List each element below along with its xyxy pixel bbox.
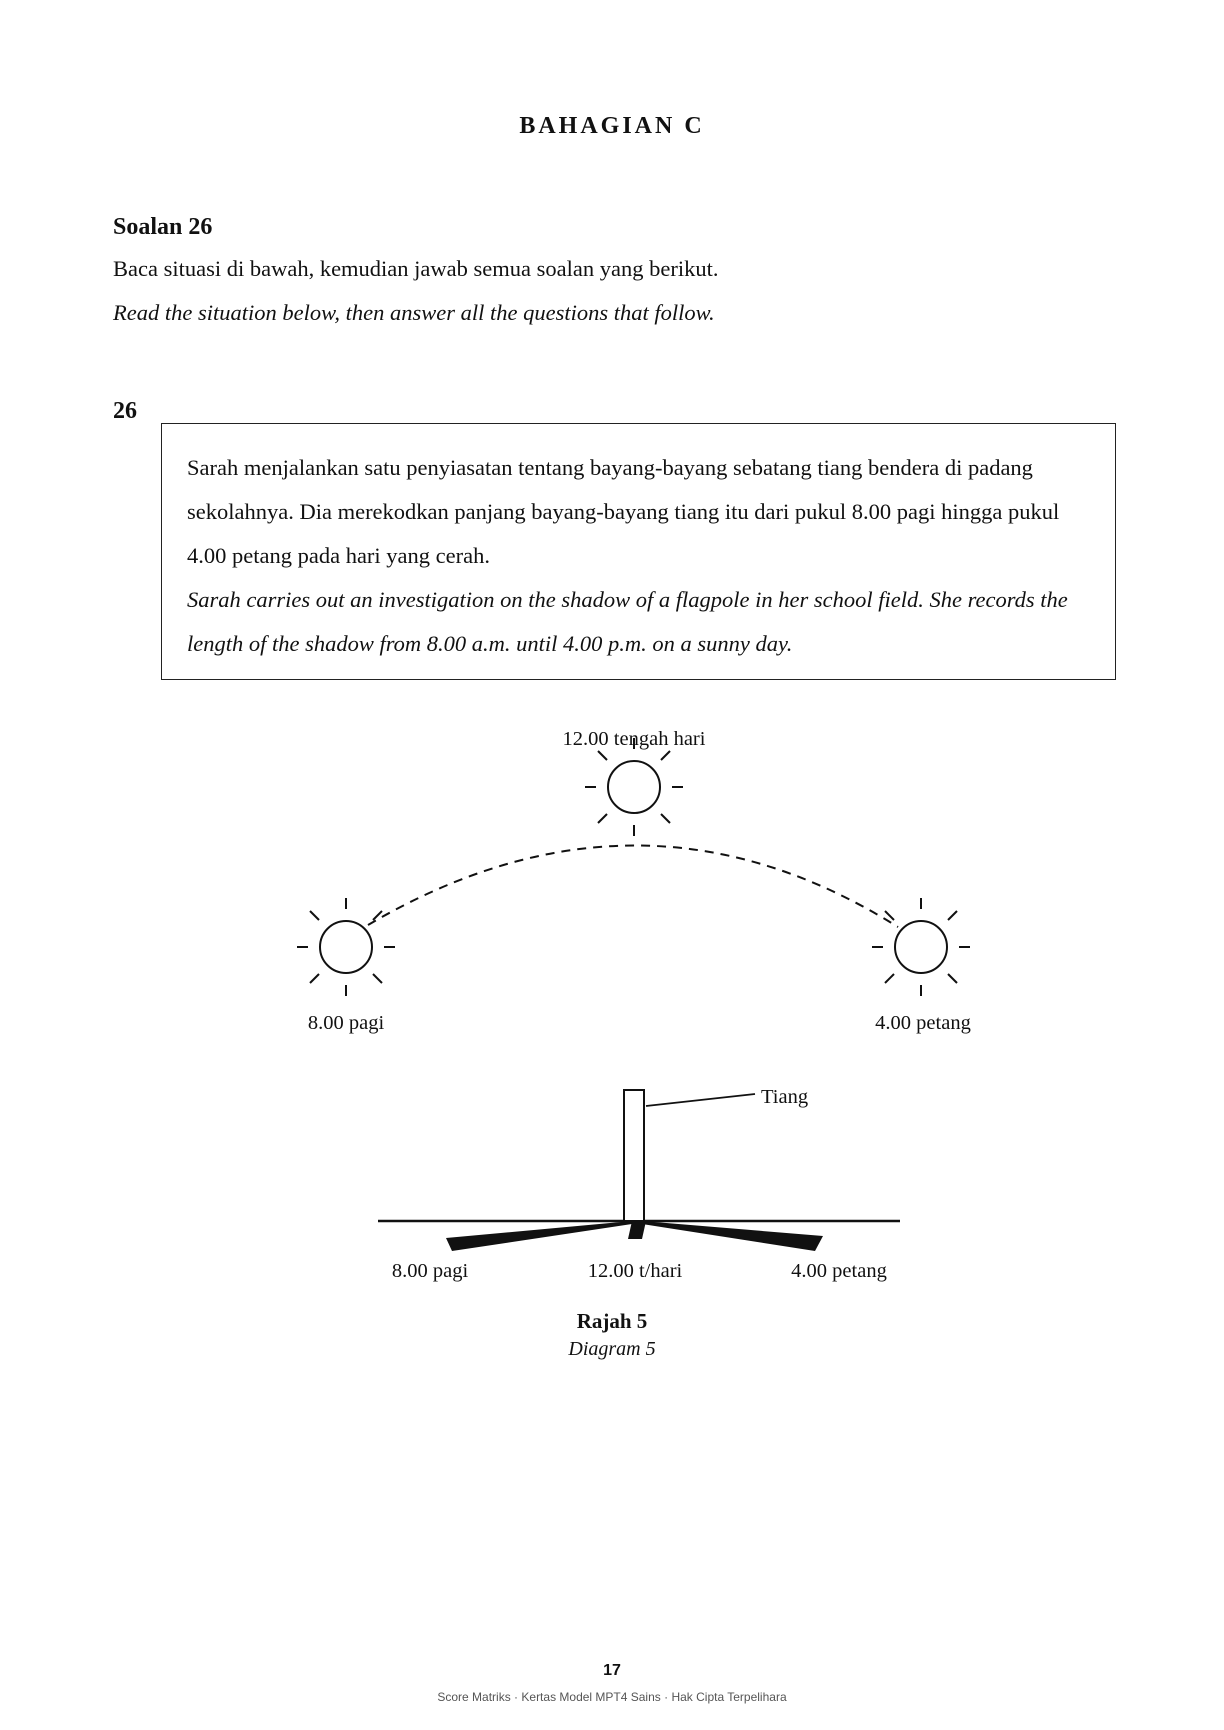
diagram-caption-malay: Rajah 5 [576,1309,648,1333]
sun-path-arc [368,845,898,927]
sun-noon-icon [585,738,683,836]
question-number: 26 [113,398,137,424]
label-pole: Tiang [761,1086,809,1108]
section-title: BAHAGIAN C [519,113,705,139]
situation-text-english: Sarah carries out an investigation on the shadow of a flagpole in her school field. She records the length of the shadow from 8.00 a.m. until 4.00 p.m. on a sunny day. [187,587,1068,656]
label-sun-noon: 12.00 tengah hari [562,728,706,750]
instruction-english: Read the situation below, then answer all the questions that follow. [113,300,715,325]
question-title: Soalan 26 [113,214,213,240]
shadow-morning [446,1221,632,1251]
instruction-malay: Baca situasi di bawah, kemudian jawab semua soalan yang berikut. [113,256,719,281]
flagpole-pointer-line [646,1094,755,1106]
footer-text: Score Matriks · Kertas Model MPT4 Sains · Hak Cipta Terpelihara [437,1690,787,1704]
label-shadow-noon: 12.00 t/hari [587,1260,683,1282]
shadow-evening [642,1221,823,1251]
label-sun-morning: 8.00 pagi [307,1012,385,1034]
label-sun-evening: 4.00 petang [875,1012,971,1034]
diagram-caption-english: Diagram 5 [568,1338,656,1360]
label-shadow-morning: 8.00 pagi [391,1260,469,1282]
label-shadow-evening: 4.00 petang [791,1260,887,1282]
page-number: 17 [603,1662,621,1679]
sun-morning-icon [297,898,395,996]
sun-evening-icon [872,898,970,996]
situation-text-malay: Sarah menjalankan satu penyiasatan tentang bayang-bayang sebatang tiang bendera di padang sekolahnya. Dia merekodkan panjang bayang-bayang tiang itu dari pukul 8.00 pagi hingga pukul 4.00 petang pada hari yang cerah. [187,455,1060,568]
flagpole [624,1090,644,1221]
